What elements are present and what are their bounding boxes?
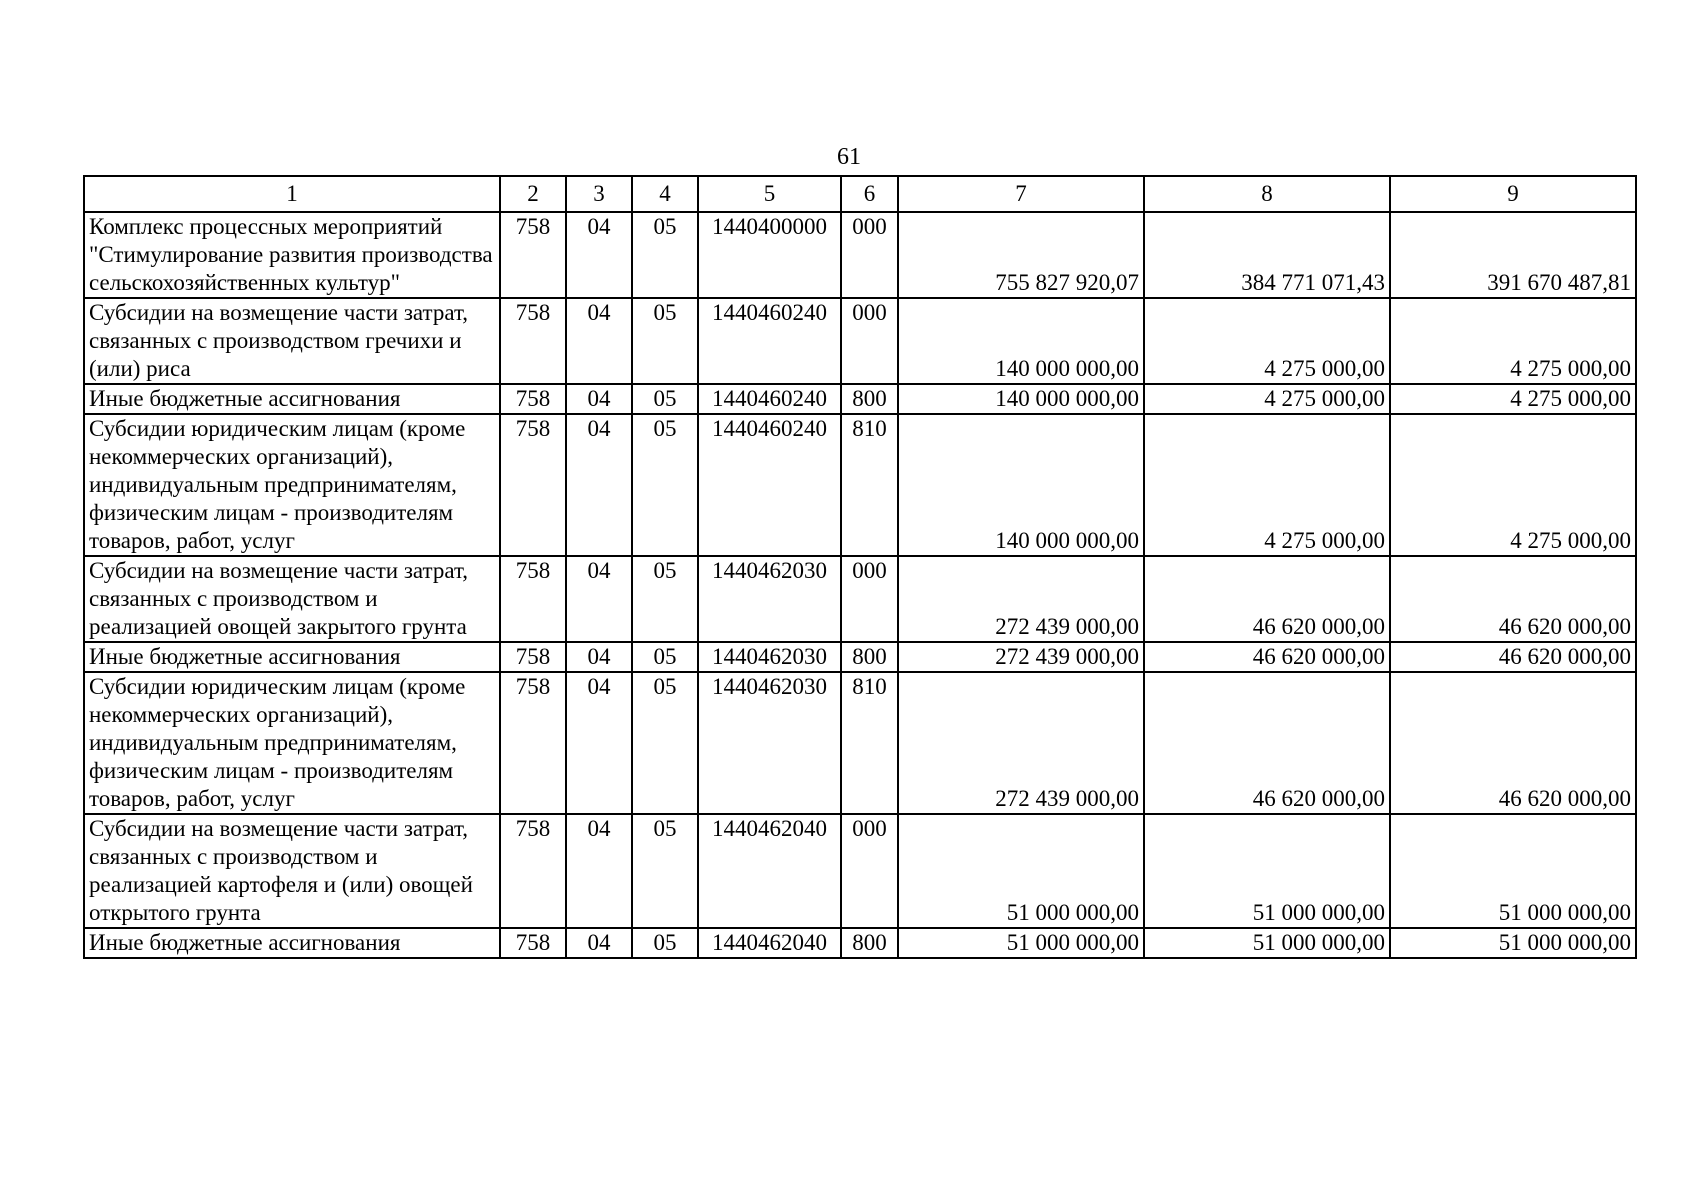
cell-amount-8: 4 275 000,00: [1144, 298, 1390, 384]
cell-amount-8: 46 620 000,00: [1144, 672, 1390, 814]
cell-target-article: 1440400000: [698, 212, 841, 298]
table-row: [84, 414, 1636, 556]
cell-ministry-code: 758: [500, 928, 566, 958]
cell-expense-type: 000: [841, 212, 898, 298]
cell-section: 04: [566, 212, 632, 298]
cell-amount-8: 51 000 000,00: [1144, 814, 1390, 928]
cell-section: 04: [566, 414, 632, 556]
row-name: Субсидии на возмещение части затрат, связанных с производством и реализацией картофеля и (или) овощей открытого грунта: [84, 814, 500, 928]
header-cell: 1: [84, 176, 500, 212]
cell-ministry-code: 758: [500, 384, 566, 414]
cell-amount-9: 51 000 000,00: [1390, 928, 1636, 958]
row-name: Иные бюджетные ассигнования: [84, 384, 500, 414]
row-name: Субсидии на возмещение части затрат, связанных с производством и реализацией овощей закрытого грунта: [84, 556, 500, 642]
cell-section: 04: [566, 642, 632, 672]
cell-ministry-code: 758: [500, 556, 566, 642]
cell-target-article: 1440462030: [698, 642, 841, 672]
header-cell: 2: [500, 176, 566, 212]
cell-section: 04: [566, 556, 632, 642]
cell-amount-7: 51 000 000,00: [898, 814, 1144, 928]
table-row: [84, 928, 1636, 958]
header-cell: 6: [841, 176, 898, 212]
cell-target-article: 1440462040: [698, 928, 841, 958]
cell-subsection: 05: [632, 928, 698, 958]
cell-ministry-code: 758: [500, 212, 566, 298]
table-row: [84, 212, 1636, 298]
cell-amount-9: 51 000 000,00: [1390, 814, 1636, 928]
cell-section: 04: [566, 384, 632, 414]
cell-amount-8: 46 620 000,00: [1144, 642, 1390, 672]
row-name: Субсидии юридическим лицам (кроме некоммерческих организаций), индивидуальным предпринимателям, физическим лицам - производителям товаров, работ, услуг: [84, 672, 500, 814]
cell-expense-type: 800: [841, 642, 898, 672]
cell-amount-8: 4 275 000,00: [1144, 384, 1390, 414]
cell-subsection: 05: [632, 672, 698, 814]
cell-ministry-code: 758: [500, 298, 566, 384]
cell-expense-type: 000: [841, 556, 898, 642]
cell-amount-9: 4 275 000,00: [1390, 298, 1636, 384]
cell-target-article: 1440462030: [698, 556, 841, 642]
cell-amount-9: 46 620 000,00: [1390, 556, 1636, 642]
cell-target-article: 1440460240: [698, 384, 841, 414]
cell-amount-8: 4 275 000,00: [1144, 414, 1390, 556]
cell-amount-7: 51 000 000,00: [898, 928, 1144, 958]
cell-target-article: 1440460240: [698, 414, 841, 556]
cell-section: 04: [566, 814, 632, 928]
cell-amount-8: 384 771 071,43: [1144, 212, 1390, 298]
header-cell: 3: [566, 176, 632, 212]
cell-expense-type: 000: [841, 298, 898, 384]
row-name: Иные бюджетные ассигнования: [84, 642, 500, 672]
cell-subsection: 05: [632, 414, 698, 556]
page-number: 61: [837, 144, 861, 170]
table-row: [84, 642, 1636, 672]
cell-amount-7: 140 000 000,00: [898, 414, 1144, 556]
cell-expense-type: 800: [841, 928, 898, 958]
cell-subsection: 05: [632, 212, 698, 298]
cell-target-article: 1440460240: [698, 298, 841, 384]
header-cell: 9: [1390, 176, 1636, 212]
cell-amount-9: 4 275 000,00: [1390, 384, 1636, 414]
row-name: Комплекс процессных мероприятий "Стимулирование развития производства сельскохозяйственных культур": [84, 212, 500, 298]
row-name: Субсидии на возмещение части затрат, связанных с производством гречихи и (или) риса: [84, 298, 500, 384]
cell-amount-7: 272 439 000,00: [898, 672, 1144, 814]
row-name: Субсидии юридическим лицам (кроме некоммерческих организаций), индивидуальным предпринимателям, физическим лицам - производителям товаров, работ, услуг: [84, 414, 500, 556]
cell-ministry-code: 758: [500, 642, 566, 672]
cell-subsection: 05: [632, 556, 698, 642]
cell-subsection: 05: [632, 642, 698, 672]
table-row: [84, 556, 1636, 642]
cell-target-article: 1440462040: [698, 814, 841, 928]
cell-expense-type: 810: [841, 414, 898, 556]
cell-amount-9: 4 275 000,00: [1390, 414, 1636, 556]
cell-expense-type: 800: [841, 384, 898, 414]
cell-amount-7: 272 439 000,00: [898, 642, 1144, 672]
cell-subsection: 05: [632, 298, 698, 384]
cell-amount-7: 755 827 920,07: [898, 212, 1144, 298]
cell-amount-9: 46 620 000,00: [1390, 672, 1636, 814]
table-row: [84, 384, 1636, 414]
cell-expense-type: 000: [841, 814, 898, 928]
cell-section: 04: [566, 298, 632, 384]
table-row: [84, 814, 1636, 928]
header-cell: 5: [698, 176, 841, 212]
cell-amount-9: 46 620 000,00: [1390, 642, 1636, 672]
cell-expense-type: 810: [841, 672, 898, 814]
cell-amount-7: 272 439 000,00: [898, 556, 1144, 642]
cell-amount-7: 140 000 000,00: [898, 384, 1144, 414]
cell-amount-8: 51 000 000,00: [1144, 928, 1390, 958]
cell-amount-8: 46 620 000,00: [1144, 556, 1390, 642]
table-row: [84, 298, 1636, 384]
cell-section: 04: [566, 672, 632, 814]
row-name: Иные бюджетные ассигнования: [84, 928, 500, 958]
header-cell: 4: [632, 176, 698, 212]
cell-ministry-code: 758: [500, 672, 566, 814]
header-cell: 8: [1144, 176, 1390, 212]
header-row: [84, 176, 1636, 212]
cell-target-article: 1440462030: [698, 672, 841, 814]
header-cell: 7: [898, 176, 1144, 212]
cell-amount-9: 391 670 487,81: [1390, 212, 1636, 298]
cell-ministry-code: 758: [500, 814, 566, 928]
cell-amount-7: 140 000 000,00: [898, 298, 1144, 384]
cell-section: 04: [566, 928, 632, 958]
cell-ministry-code: 758: [500, 414, 566, 556]
budget-table: [83, 175, 1637, 959]
cell-subsection: 05: [632, 814, 698, 928]
cell-subsection: 05: [632, 384, 698, 414]
table-row: [84, 672, 1636, 814]
